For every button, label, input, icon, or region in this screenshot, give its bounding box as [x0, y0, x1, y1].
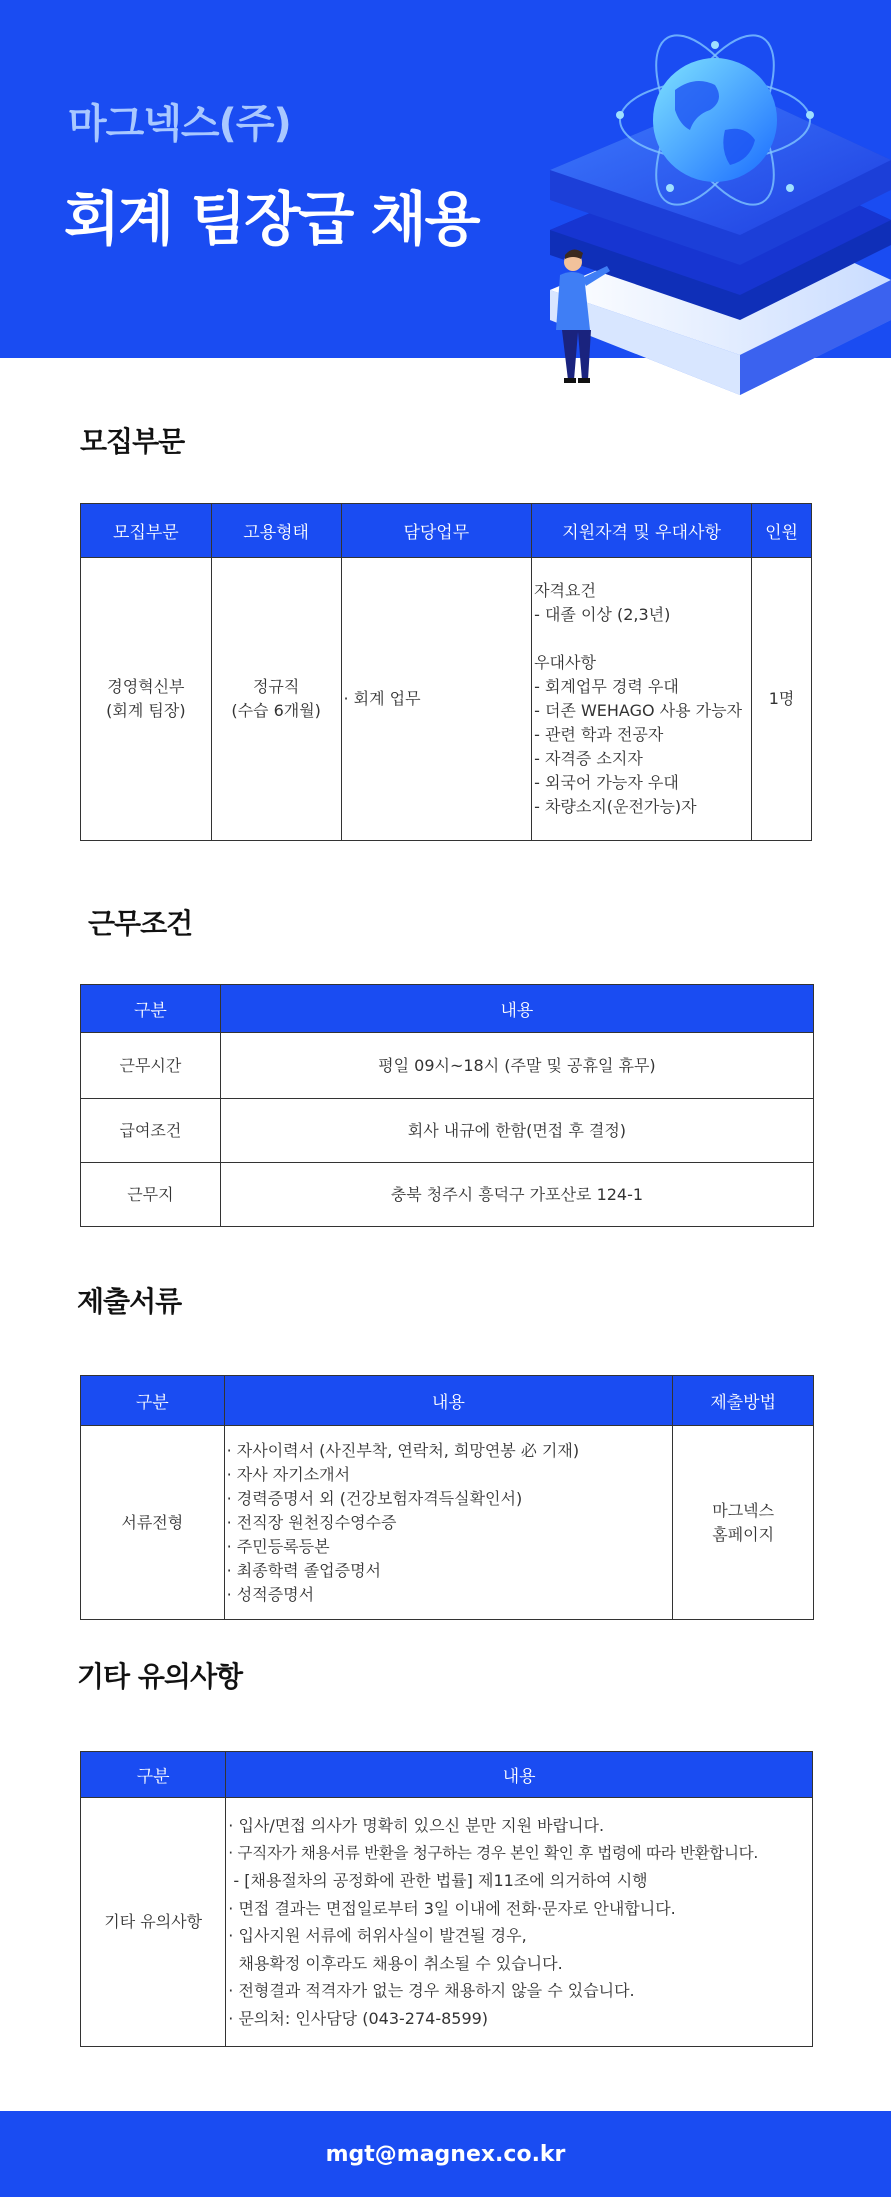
- recruit-header-employment: 고용형태: [211, 504, 341, 558]
- contact-email: mgt@magnex.co.kr: [325, 2141, 566, 2167]
- list-item: 채용확정 이후라도 채용이 취소될 수 있습니다.: [228, 1953, 563, 1973]
- notes-label-cell: 기타 유의사항: [81, 1798, 226, 2047]
- section-title-recruit: 모집부문: [80, 425, 185, 458]
- list-item: · 입사지원 서류에 허위사실이 발견될 경우,: [228, 1926, 527, 1945]
- documents-table: [80, 1375, 814, 1620]
- conditions-header-category: 구분: [81, 985, 221, 1033]
- conditions-header-content: 내용: [220, 985, 813, 1033]
- conditions-value-location: 충북 청주시 흥덕구 가포산로 124-1: [220, 1163, 813, 1227]
- list-item: · 경력증명서 외 (건강보험자격득실확인서): [226, 1488, 523, 1508]
- notes-header-category: 구분: [81, 1752, 226, 1798]
- recruit-header-duty: 담당업무: [341, 504, 532, 558]
- recruit-qualifications-cell: 자격요건 - 대졸 이상 (2,3년) 우대사항 - 회계업무 경력 우대 - 더존 WEHAGO 사용 가능자 - 관련 학과 전공자 - 자격증 소지자 - 외국어 가능자 우대 - 차량소지(운전가능)자: [532, 558, 752, 841]
- list-item: · 최종학력 졸업증명서: [226, 1560, 381, 1580]
- notes-items-cell: [226, 1798, 813, 2047]
- section-title-notes: 기타 유의사항: [77, 1660, 243, 1693]
- recruit-employment-cell: 정규직 (수습 6개월): [211, 558, 341, 841]
- list-item: · 면접 결과는 면접일로부터 3일 이내에 전화·문자로 안내합니다.: [228, 1898, 676, 1918]
- table-row: [81, 1099, 814, 1163]
- table-row: [81, 1163, 814, 1227]
- list-item: · 주민등록등본: [226, 1536, 330, 1556]
- documents-items-cell: [224, 1426, 673, 1620]
- recruit-header-division: 모집부문: [81, 504, 212, 558]
- list-item: · 입사/면접 의사가 명확히 있으신 분만 지원 바랍니다.: [228, 1816, 605, 1835]
- globe-platform-illustration: [510, 20, 891, 415]
- job-headline: 회계 팀장급 채용: [64, 185, 479, 253]
- list-item: - [채용절차의 공정화에 관한 법률] 제11조에 의거하여 시행: [228, 1871, 648, 1890]
- recruit-division-cell: 경영혁신부 (회계 팀장): [81, 558, 212, 841]
- table-row: [81, 1033, 814, 1099]
- documents-header-method: 제출방법: [673, 1376, 814, 1426]
- recruit-table: [80, 503, 812, 841]
- list-item: · 전직장 원천징수영수증: [226, 1512, 397, 1532]
- conditions-table: [80, 984, 814, 1227]
- footer-bar: [0, 2111, 891, 2197]
- list-item: · 자사이력서 (사진부착, 연락처, 희망연봉 必 기재): [226, 1440, 580, 1460]
- list-item: · 구직자가 채용서류 반환을 청구하는 경우 본인 확인 후 법령에 따라 반환합니다.: [228, 1843, 758, 1862]
- section-title-conditions: 근무조건: [88, 907, 193, 940]
- header-banner: [0, 0, 891, 358]
- documents-header-content: 내용: [224, 1376, 673, 1426]
- recruit-duty-cell: · 회계 업무: [341, 558, 532, 841]
- conditions-label-hours: 근무시간: [81, 1033, 221, 1099]
- conditions-label-location: 근무지: [81, 1163, 221, 1227]
- notes-table: [80, 1751, 813, 2047]
- list-item: · 전형결과 적격자가 없는 경우 채용하지 않을 수 있습니다.: [228, 1981, 635, 2000]
- documents-header-category: 구분: [81, 1376, 225, 1426]
- conditions-label-salary: 급여조건: [81, 1099, 221, 1163]
- conditions-value-hours: 평일 09시~18시 (주말 및 공휴일 휴무): [220, 1033, 813, 1099]
- list-item: · 성적증명서: [226, 1584, 315, 1604]
- recruit-header-headcount: 인원: [752, 504, 812, 558]
- recruit-header-qualifications: 지원자격 및 우대사항: [532, 504, 752, 558]
- documents-label-cell: 서류전형: [81, 1426, 225, 1620]
- recruit-headcount-cell: 1명: [752, 558, 812, 841]
- documents-method-cell: 마그넥스 홈페이지: [673, 1426, 814, 1620]
- company-name: 마그넥스(주): [68, 101, 291, 147]
- conditions-value-salary: 회사 내규에 한함(면접 후 결정): [220, 1099, 813, 1163]
- list-item: · 문의처: 인사담당 (043-274-8599): [228, 2008, 489, 2028]
- section-title-documents: 제출서류: [77, 1285, 182, 1318]
- list-item: · 자사 자기소개서: [226, 1464, 351, 1484]
- notes-header-content: 내용: [226, 1752, 813, 1798]
